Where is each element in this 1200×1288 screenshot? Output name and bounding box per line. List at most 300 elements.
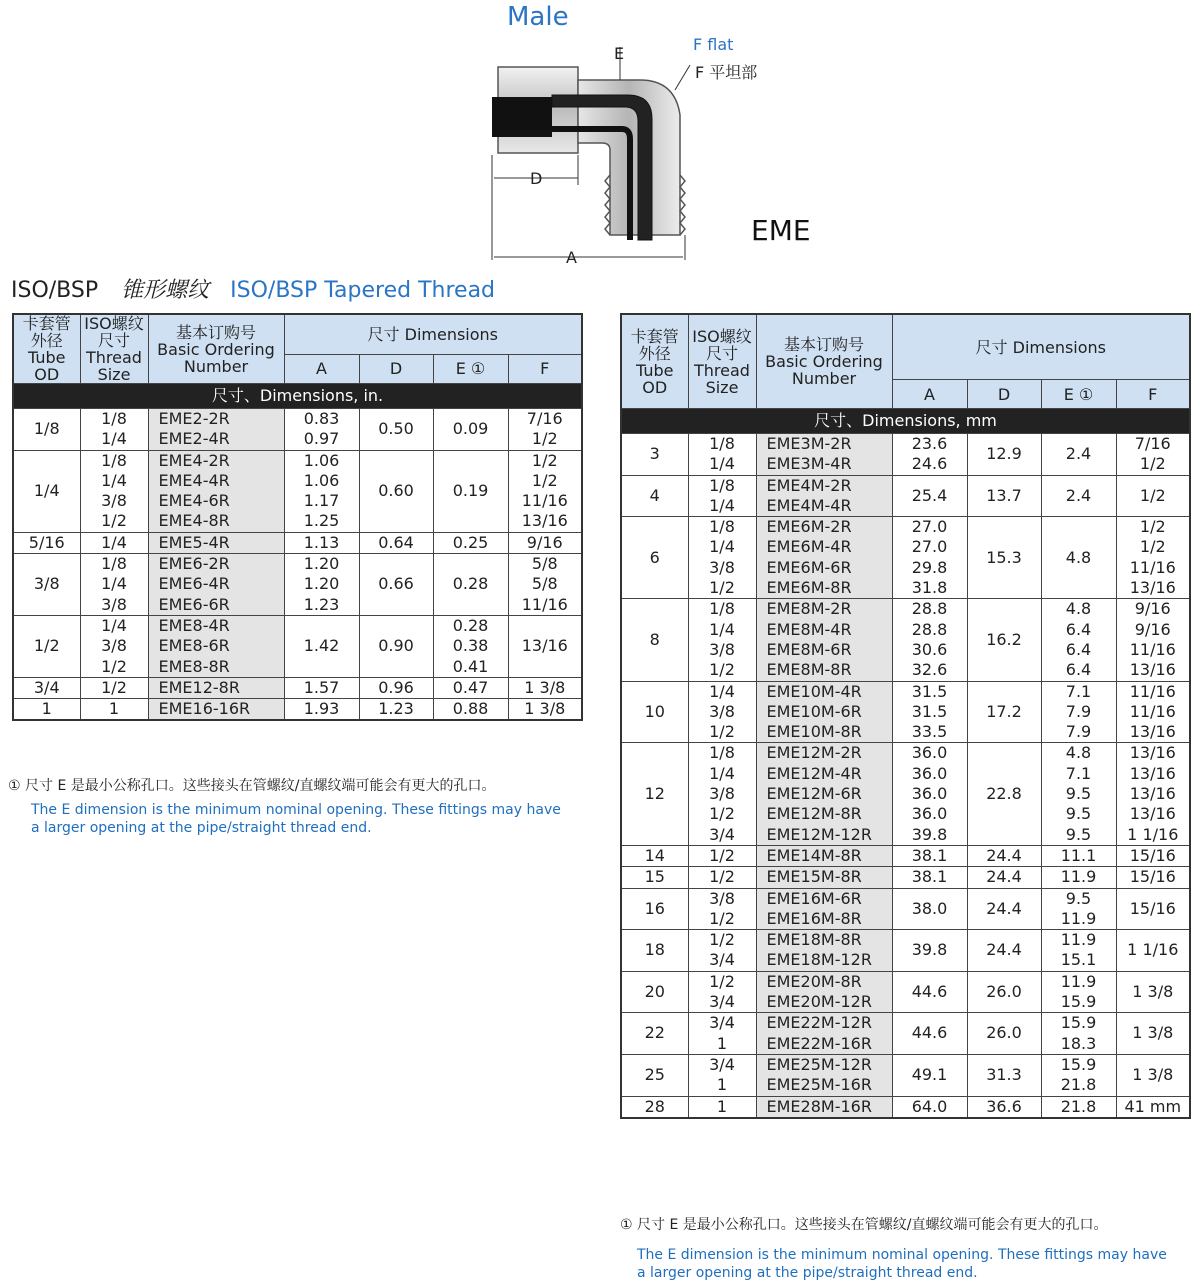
dim-f-cell	[508, 615, 582, 677]
thread-size-cell-line: 1/8	[101, 409, 127, 428]
dim-f-cell-line: 5/8	[531, 554, 558, 574]
thread-size-cell	[688, 1013, 756, 1055]
header-ordering-number: 基本订购号 Basic Ordering Number	[756, 314, 892, 409]
dim-a-cell-line: 1.20	[303, 554, 340, 574]
dim-f-cell	[1116, 599, 1190, 681]
dim-d-cell	[359, 450, 433, 532]
ordering-number-cell-line: EME3M-4R	[766, 454, 852, 474]
dim-f-cell-line: 1/2	[1139, 517, 1166, 537]
header-thread-size: ISO螺纹 尺寸 Thread Size	[688, 314, 756, 409]
dim-e-cell-line: 9.5	[1065, 804, 1092, 824]
dim-f-cell-line: 11/16	[521, 594, 568, 614]
header-col-d: D	[359, 354, 433, 383]
dim-d-cell-line: 24.4	[986, 940, 1022, 960]
thread-size-cell	[688, 867, 756, 888]
dim-f-cell-line: 7/16	[526, 409, 563, 428]
header-col-a: A	[892, 380, 967, 409]
thread-size-cell-line: 1/4	[709, 763, 735, 783]
ordering-number-cell-line: EME12M-4R	[766, 763, 862, 783]
tube-od-cell: 1/2	[13, 615, 80, 677]
dim-f-cell-line: 7/16	[1134, 434, 1171, 453]
dim-a-cell-line: 1.93	[303, 699, 340, 719]
ordering-number-cell-line: EME6M-8R	[766, 578, 852, 598]
dim-d-cell-line: 24.4	[986, 867, 1022, 887]
ordering-number-cell-line: EME4M-4R	[766, 495, 852, 515]
ordering-number-cell-line: EME6-6R	[158, 594, 230, 614]
thread-size-cell-line: 1/2	[709, 722, 735, 742]
dim-a-cell-line: 0.83	[303, 409, 340, 428]
dim-f-cell-line: 1/2	[531, 470, 558, 490]
section-heading	[11, 273, 495, 304]
dim-a-cell	[892, 971, 967, 1013]
product-title: Male	[507, 2, 569, 32]
thread-size-cell	[80, 554, 148, 616]
dim-f-cell-line: 11/16	[1129, 681, 1176, 701]
thread-size-cell-line: 1/2	[101, 511, 127, 531]
dim-a-cell-line: 27.0	[911, 537, 948, 557]
dim-e-cell-line: 4.8	[1065, 547, 1092, 567]
dim-a-cell-line: 38.1	[911, 867, 948, 887]
dim-f-cell-line: 13/16	[521, 511, 568, 531]
thread-size-cell-line: 1/2	[709, 578, 735, 598]
dim-f-cell-line: 1 3/8	[524, 699, 566, 719]
table-row	[621, 475, 1190, 517]
ordering-number-cell-line: EME12M-12R	[766, 824, 872, 844]
dim-d-cell-line: 36.6	[986, 1096, 1022, 1116]
dim-f-cell	[508, 532, 582, 553]
ordering-number-cell-line: EME12M-2R	[766, 743, 862, 763]
dim-d-cell-line: 0.90	[378, 636, 414, 656]
dim-d-cell-line: 15.3	[986, 547, 1022, 567]
dim-f-cell-line: 11/16	[1129, 557, 1176, 577]
dim-e-cell-line: 7.1	[1065, 681, 1092, 701]
dim-d-cell	[967, 930, 1041, 972]
ordering-number-cell	[756, 599, 892, 681]
thread-size-cell-line: 1/2	[101, 677, 127, 697]
dim-a-cell	[892, 867, 967, 888]
ordering-number-cell-line: EME10M-8R	[766, 722, 862, 742]
dim-a-cell-line: 25.4	[911, 485, 948, 505]
dim-d-cell	[967, 1096, 1041, 1118]
ordering-number-cell	[148, 615, 284, 677]
dim-a-cell-line: 1.25	[303, 511, 340, 531]
dim-a-cell	[284, 699, 359, 721]
dim-e-cell	[433, 450, 508, 532]
dim-e-cell-line: 0.28	[452, 615, 489, 635]
table-row	[621, 434, 1190, 476]
tube-od-cell: 1/8	[13, 409, 80, 451]
thread-size-cell	[688, 930, 756, 972]
header-tube-od: 卡套管 外径 Tube OD	[621, 314, 688, 409]
tube-od-cell: 18	[621, 930, 688, 972]
table-row	[621, 930, 1190, 972]
ordering-number-cell	[756, 681, 892, 743]
dim-a-cell-line: 36.0	[911, 784, 948, 804]
section-en: ISO/BSP Tapered Thread	[230, 278, 496, 303]
dim-d-cell	[359, 615, 433, 677]
dim-f-cell-line: 13/16	[1129, 578, 1176, 598]
ordering-number-cell-line: EME25M-16R	[766, 1075, 872, 1095]
dim-a-cell-line: 32.6	[911, 660, 948, 680]
tube-od-cell: 5/16	[13, 532, 80, 553]
dim-e-cell-line: 15.1	[1060, 950, 1097, 970]
dim-d-cell-line: 0.96	[378, 677, 414, 697]
thread-size-cell-line: 1/4	[709, 537, 735, 557]
thread-size-cell-line: 3/8	[101, 491, 127, 511]
ordering-number-cell-line: EME4-4R	[158, 470, 230, 490]
tube-od-cell: 25	[621, 1054, 688, 1096]
table-row	[13, 532, 582, 553]
thread-size-cell-line: 1/8	[101, 554, 127, 574]
ordering-number-cell	[756, 475, 892, 517]
table-row	[621, 1096, 1190, 1118]
thread-size-cell	[688, 517, 756, 599]
dim-f-cell-line: 1 3/8	[1132, 1065, 1174, 1085]
ordering-number-cell-line: EME8M-8R	[766, 660, 852, 680]
ordering-number-cell	[756, 743, 892, 845]
note-en-inch-line1: The E dimension is the minimum nominal opening. These fittings may have	[31, 802, 561, 818]
dim-e-cell	[433, 677, 508, 698]
header-col-e: E ①	[433, 354, 508, 383]
dim-d-cell-line: 0.64	[378, 532, 414, 552]
thread-size-cell-line: 3/8	[709, 557, 735, 577]
ordering-number-cell	[756, 971, 892, 1013]
table-row	[13, 677, 582, 698]
dim-d-cell-line: 13.7	[986, 485, 1022, 505]
dim-a-cell-line: 0.97	[303, 429, 340, 449]
dim-f-cell-line: 1/2	[531, 450, 558, 470]
ordering-number-cell	[756, 867, 892, 888]
thread-size-cell-line: 1/2	[709, 930, 735, 950]
thread-size-cell	[688, 888, 756, 930]
dim-d-cell	[967, 1013, 1041, 1055]
thread-size-cell-line: 1/8	[101, 450, 127, 470]
dim-a-cell-line: 1.17	[303, 491, 340, 511]
dim-a-cell-line: 24.6	[911, 454, 948, 474]
ordering-number-cell-line: EME3M-2R	[766, 434, 852, 453]
dim-f-cell	[1116, 888, 1190, 930]
table-row	[13, 409, 582, 451]
thread-size-cell-line: 3/8	[709, 784, 735, 804]
dim-f-cell	[1116, 1096, 1190, 1118]
table-row	[621, 599, 1190, 681]
dim-f-cell-line: 15/16	[1129, 845, 1176, 865]
dim-d-cell	[967, 743, 1041, 845]
dim-a-cell	[892, 1096, 967, 1118]
dim-a-cell-line: 28.8	[911, 599, 948, 619]
tube-od-cell: 28	[621, 1096, 688, 1118]
dim-f-cell-line: 11/16	[521, 491, 568, 511]
table-row	[13, 554, 582, 616]
dim-a-cell-line: 27.0	[911, 517, 948, 537]
thread-size-cell-line: 3/8	[709, 888, 735, 908]
dim-f-cell	[1116, 681, 1190, 743]
dim-d-cell-line: 22.8	[986, 784, 1022, 804]
table-row	[621, 1013, 1190, 1055]
thread-size-cell-line: 1/4	[709, 495, 735, 515]
ordering-number-cell-line: EME8M-6R	[766, 639, 852, 659]
f-flat-label: F flat	[693, 35, 734, 54]
table-row	[621, 971, 1190, 1013]
dim-a-cell-line: 31.5	[911, 681, 948, 701]
thread-size-cell-line: 3/4	[709, 1054, 735, 1074]
note-en-inch-line2: a larger opening at the pipe/straight thread end.	[31, 820, 372, 836]
dim-f-cell-line: 1/2	[1139, 537, 1166, 557]
dim-a-cell-line: 38.1	[911, 845, 948, 865]
tube-od-cell: 3/8	[13, 554, 80, 616]
dim-d-cell-line: 16.2	[986, 629, 1022, 649]
thread-size-cell-line: 1	[108, 699, 120, 719]
dim-a-cell-line: 44.6	[911, 981, 948, 1001]
dim-e-cell	[1041, 517, 1116, 599]
header-col-e: E ①	[1041, 380, 1116, 409]
ordering-number-cell	[756, 517, 892, 599]
dim-d-cell	[967, 517, 1041, 599]
dim-a-cell-line: 31.5	[911, 701, 948, 721]
dim-a-cell-line: 1.42	[303, 636, 340, 656]
header-col-a: A	[284, 354, 359, 383]
dim-d-cell-line: 17.2	[986, 701, 1022, 721]
thread-size-cell-line: 1/2	[709, 845, 735, 865]
dim-d-cell-line: 24.4	[986, 845, 1022, 865]
thread-size-cell	[688, 599, 756, 681]
thread-size-cell-line: 1	[716, 1033, 728, 1053]
dim-f-cell	[1116, 1054, 1190, 1096]
thread-size-cell-line: 1/2	[709, 660, 735, 680]
thread-size-cell-line: 1/4	[709, 681, 735, 701]
thread-size-cell-line: 1/2	[709, 908, 735, 928]
tube-od-cell: 1	[13, 699, 80, 721]
tube-od-cell: 3	[621, 434, 688, 476]
dim-f-cell-line: 13/16	[1129, 784, 1176, 804]
dim-f-cell-line: 11/16	[1129, 701, 1176, 721]
dim-d-cell	[967, 971, 1041, 1013]
ordering-number-cell	[148, 450, 284, 532]
dim-e-cell-line: 4.8	[1065, 743, 1092, 763]
thread-size-cell	[688, 434, 756, 476]
ordering-number-cell-line: EME6-4R	[158, 574, 230, 594]
ordering-number-cell-line: EME6-2R	[158, 554, 230, 574]
dim-d-cell-line: 26.0	[986, 1023, 1022, 1043]
ordering-number-cell-line: EME4-2R	[158, 450, 230, 470]
thread-size-cell-line: 1/4	[101, 615, 127, 635]
dim-a-cell-line: 36.0	[911, 763, 948, 783]
dim-a-cell-line: 1.23	[303, 594, 340, 614]
header-col-f: F	[1116, 380, 1190, 409]
dim-e-cell-line: 9.5	[1065, 784, 1092, 804]
dim-a-cell-line: 1.13	[303, 532, 340, 552]
dim-e-cell-line: 6.4	[1065, 619, 1092, 639]
dim-a-cell-line: 36.0	[911, 743, 948, 763]
ordering-number-cell-line: EME16-16R	[158, 699, 251, 719]
dim-d-cell	[967, 888, 1041, 930]
ordering-number-cell-line: EME6M-2R	[766, 517, 852, 537]
thread-size-cell-line: 1/2	[709, 867, 735, 887]
dim-a-cell-line: 31.8	[911, 578, 948, 598]
ordering-number-cell-line: EME2-4R	[158, 429, 230, 449]
tube-od-cell: 4	[621, 475, 688, 517]
dim-e-cell	[1041, 930, 1116, 972]
table-row	[621, 517, 1190, 599]
f-flat-cn-label: F 平坦部	[695, 63, 758, 82]
thread-size-cell	[688, 743, 756, 845]
ordering-number-cell-line: EME22M-16R	[766, 1033, 872, 1053]
dim-f-cell-line: 1 1/16	[1127, 824, 1179, 844]
dim-a-cell-line: 1.20	[303, 574, 340, 594]
thread-size-cell-line: 3/4	[709, 950, 735, 970]
dim-f-cell-line: 1 1/16	[1127, 940, 1179, 960]
dim-a-cell-line: 1.06	[303, 470, 340, 490]
thread-size-cell	[80, 450, 148, 532]
ordering-number-cell-line: EME8M-4R	[766, 619, 852, 639]
thread-size-cell-line: 1/4	[101, 429, 127, 449]
dim-a-cell-line: 49.1	[911, 1065, 948, 1085]
ordering-number-cell	[756, 1013, 892, 1055]
ordering-number-cell-line: EME10M-6R	[766, 701, 862, 721]
dim-f-cell-line: 13/16	[1129, 804, 1176, 824]
tube-od-cell: 16	[621, 888, 688, 930]
thread-size-cell-line: 3/4	[709, 824, 735, 844]
dim-e-cell	[1041, 867, 1116, 888]
dim-a-cell	[284, 532, 359, 553]
thread-size-cell-line: 1/4	[101, 470, 127, 490]
dimensions-table-inch	[12, 313, 583, 721]
dim-a-label: A	[566, 248, 577, 267]
dim-a-cell	[892, 930, 967, 972]
dim-a-cell	[892, 475, 967, 517]
dim-d-cell	[359, 409, 433, 451]
ordering-number-cell	[756, 1096, 892, 1118]
dim-a-cell-line: 1.06	[303, 450, 340, 470]
ordering-number-cell	[148, 532, 284, 553]
dim-f-cell	[508, 677, 582, 698]
dim-d-cell	[967, 867, 1041, 888]
dim-f-cell-line: 1/2	[531, 429, 558, 449]
dim-e-cell	[1041, 681, 1116, 743]
thread-size-cell-line: 1/4	[709, 619, 735, 639]
header-thread-size: ISO螺纹 尺寸 Thread Size	[80, 314, 148, 384]
table-row	[13, 615, 582, 677]
dim-f-cell-line: 15/16	[1129, 867, 1176, 887]
dim-f-cell-line: 13/16	[1129, 722, 1176, 742]
dim-e-cell	[1041, 971, 1116, 1013]
dim-e-cell	[1041, 888, 1116, 930]
ordering-number-cell	[148, 409, 284, 451]
dim-f-cell-line: 1 3/8	[1132, 981, 1174, 1001]
dim-e-cell-line: 7.9	[1065, 701, 1092, 721]
dim-e-label: E	[614, 44, 625, 63]
thread-size-cell	[80, 409, 148, 451]
dim-e-cell-line: 11.9	[1060, 908, 1097, 928]
dim-e-cell-line: 15.9	[1060, 1054, 1097, 1074]
dim-e-cell	[1041, 475, 1116, 517]
header-col-d: D	[967, 380, 1041, 409]
section-cn: 锥形螺纹	[121, 278, 210, 303]
tube-od-cell: 1/4	[13, 450, 80, 532]
dim-f-cell	[1116, 517, 1190, 599]
dim-a-cell	[892, 888, 967, 930]
tube-od-cell: 15	[621, 867, 688, 888]
dim-f-cell-line: 15/16	[1129, 898, 1176, 918]
thread-size-cell	[80, 677, 148, 698]
unit-row: 尺寸、Dimensions, in.	[13, 384, 582, 409]
dim-d-cell-line: 12.9	[986, 444, 1022, 464]
dim-e-cell-line: 7.9	[1065, 722, 1092, 742]
dim-e-cell	[433, 699, 508, 721]
dim-d-cell-line: 24.4	[986, 898, 1022, 918]
thread-size-cell-line: 3/8	[709, 701, 735, 721]
ordering-number-cell-line: EME4-6R	[158, 491, 230, 511]
dim-e-cell	[1041, 1054, 1116, 1096]
dim-a-cell-line: 38.0	[911, 898, 948, 918]
dim-e-cell-line: 9.5	[1065, 888, 1092, 908]
dim-e-cell-line: 4.8	[1065, 599, 1092, 619]
thread-size-cell-line: 1/8	[709, 599, 735, 619]
ordering-number-cell-line: EME12M-8R	[766, 804, 862, 824]
header-dimensions: 尺寸 Dimensions	[284, 314, 582, 354]
dim-a-cell	[284, 450, 359, 532]
dim-d-cell-line: 0.60	[378, 481, 414, 501]
dim-e-cell	[1041, 845, 1116, 866]
dim-f-cell	[508, 409, 582, 451]
dim-d-cell-line: 0.66	[378, 574, 414, 594]
dim-e-cell-line: 2.4	[1065, 485, 1092, 505]
dim-e-cell-line: 11.9	[1060, 867, 1097, 887]
ordering-number-cell-line: EME20M-8R	[766, 971, 862, 991]
table-row	[13, 699, 582, 721]
dim-a-cell-line: 44.6	[911, 1023, 948, 1043]
dim-f-cell-line: 9/16	[1134, 599, 1171, 619]
ordering-number-cell-line: EME8-6R	[158, 636, 230, 656]
dim-a-cell-line: 36.0	[911, 804, 948, 824]
thread-size-cell-line: 3/4	[709, 1013, 735, 1033]
dim-e-cell	[1041, 434, 1116, 476]
tube-od-cell: 8	[621, 599, 688, 681]
dim-d-cell	[967, 1054, 1041, 1096]
thread-size-cell-line: 3/8	[101, 594, 127, 614]
thread-size-cell	[80, 532, 148, 553]
dim-a-cell	[892, 1054, 967, 1096]
dim-e-cell-line: 11.9	[1060, 930, 1097, 950]
thread-size-cell-line: 3/4	[709, 992, 735, 1012]
dim-a-cell-line: 29.8	[911, 557, 948, 577]
table-row	[621, 681, 1190, 743]
ordering-number-cell	[756, 845, 892, 866]
dim-a-cell	[892, 599, 967, 681]
ordering-number-cell-line: EME18M-12R	[766, 950, 872, 970]
tube-od-cell: 3/4	[13, 677, 80, 698]
table-row	[621, 1054, 1190, 1096]
dim-f-cell	[1116, 743, 1190, 845]
ordering-number-cell-line: EME16M-6R	[766, 888, 862, 908]
dim-a-cell	[284, 615, 359, 677]
note-cn-inch: ① 尺寸 E 是最小公称孔口。这些接头在管螺纹/直螺纹端可能会有更大的孔口。	[8, 778, 496, 794]
note-en-metric-line2: a larger opening at the pipe/straight thread end.	[637, 1265, 978, 1281]
thread-size-cell	[688, 845, 756, 866]
dim-f-cell-line: 13/16	[1129, 743, 1176, 763]
ordering-number-cell-line: EME8-4R	[158, 615, 230, 635]
metric-table-body	[621, 409, 1190, 1118]
dim-a-cell-line: 28.8	[911, 619, 948, 639]
table-row	[621, 888, 1190, 930]
thread-size-cell-line: 1/4	[709, 454, 735, 474]
dim-e-cell-line: 21.8	[1060, 1096, 1097, 1116]
ordering-number-cell-line: EME8-8R	[158, 656, 230, 676]
header-dimensions: 尺寸 Dimensions	[892, 314, 1190, 380]
table-row	[621, 867, 1190, 888]
thread-size-cell-line: 1/2	[709, 804, 735, 824]
thread-size-cell-line: 1/8	[709, 517, 735, 537]
